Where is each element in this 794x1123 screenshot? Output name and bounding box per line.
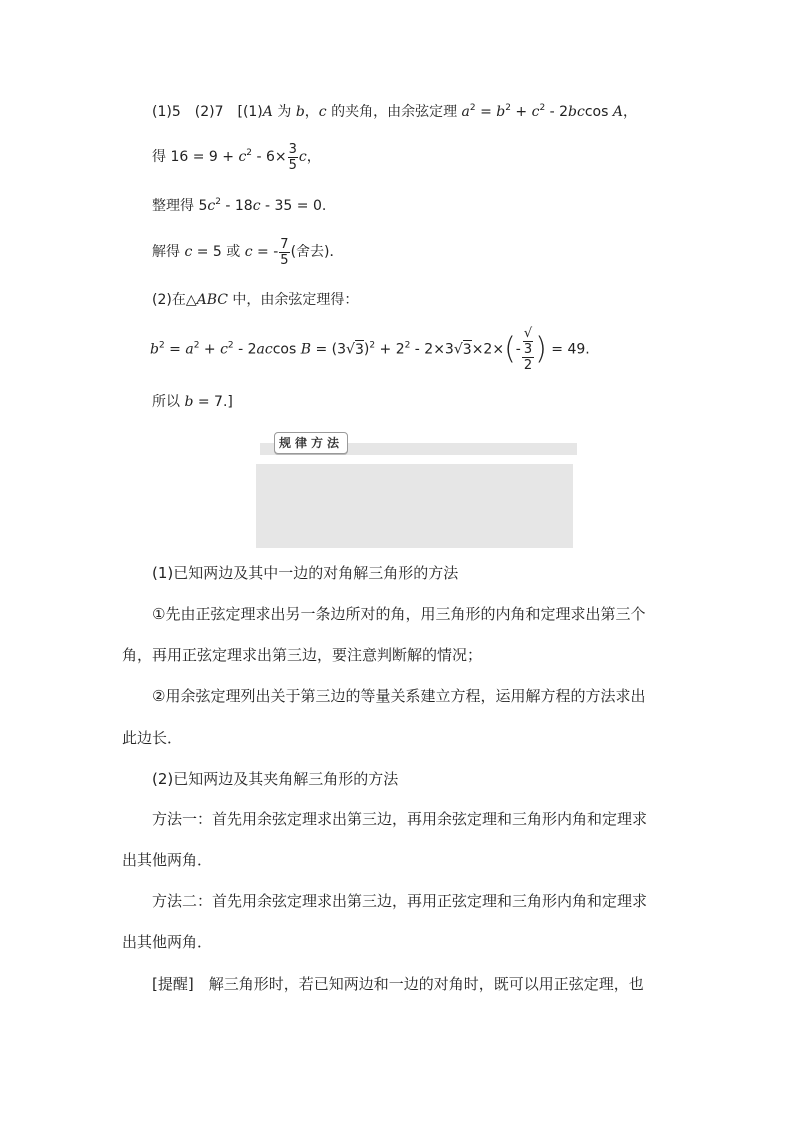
exponent: 2	[215, 197, 221, 207]
answer-line-1	[152, 102, 637, 122]
method-p2-line2: 此边长．	[122, 729, 183, 747]
text: = 5 或	[192, 244, 245, 260]
text: ，	[623, 104, 637, 120]
var: a	[461, 104, 470, 120]
text: - 2	[233, 341, 257, 358]
text: = (3	[311, 341, 347, 358]
var: bc	[568, 104, 585, 120]
var: b	[295, 104, 305, 120]
text: (2)在△	[152, 292, 197, 308]
text: - 2×3	[410, 341, 454, 358]
method-p2-line1: ②用余弦定理列出关于第三边的等量关系建立方程，运用解方程的方法求出	[152, 687, 646, 705]
text: ×2×	[471, 341, 505, 358]
var: c	[207, 198, 216, 214]
exponent: 2	[246, 148, 253, 158]
var: b	[150, 341, 159, 358]
text: 为	[272, 104, 296, 120]
var: c	[298, 149, 307, 165]
paren: )	[535, 331, 547, 367]
text: = 49.	[546, 341, 590, 358]
exponent: 2	[193, 340, 200, 351]
method-m1-line1: 方法一：首先用余弦定理求出第三边，再用余弦定理和三角形内角和定理求	[152, 810, 648, 828]
var: c	[318, 104, 327, 120]
method-tip	[152, 973, 644, 995]
text: =	[475, 104, 497, 120]
var: c	[238, 149, 247, 165]
tip-text: 解三角形时，若已知两边和一边的对角时，既可以用正弦定理，也	[193, 975, 644, 993]
var: c	[220, 341, 228, 358]
method-heading-1: (1)已知两边及其中一边的对角解三角形的方法	[152, 564, 459, 582]
exponent: 2	[505, 103, 511, 113]
fraction-numerator: 3	[288, 141, 297, 157]
sqrt-icon: √	[453, 341, 463, 358]
answer-line-5	[152, 290, 358, 310]
var: c	[531, 104, 540, 120]
exponent: 2	[469, 103, 476, 113]
method-p1-line2: 角，再用正弦定理求出第三边，要注意判断解的情况；	[122, 646, 483, 664]
exponent: 2	[369, 340, 376, 351]
method-m1-line2: 出其他两角．	[122, 851, 213, 869]
fraction	[279, 237, 289, 268]
var: A	[262, 104, 273, 120]
text: - 2	[545, 104, 569, 120]
text: =	[164, 341, 186, 358]
tip-label: [提醒]	[152, 975, 194, 993]
text: 所以	[152, 394, 185, 410]
text: 的夹角，由余弦定理	[326, 104, 462, 120]
var: b	[496, 104, 506, 120]
var: c	[244, 244, 253, 260]
text: )	[363, 341, 370, 358]
var: a	[185, 341, 194, 358]
gray-box	[256, 464, 573, 548]
fraction-numerator	[522, 326, 534, 358]
radicand: 3	[462, 341, 472, 358]
text: 中，由余弦定理得：	[227, 292, 359, 308]
fraction-denominator: 5	[288, 157, 297, 173]
text: - 6×	[252, 149, 287, 165]
fraction-denominator: 2	[523, 358, 533, 373]
method-p1-line1: ①先由正弦定理求出另一条边所对的角，用三角形的内角和定理求出第三个	[152, 605, 646, 623]
fraction	[522, 326, 534, 373]
var: c	[184, 244, 193, 260]
text: + 2	[375, 341, 405, 358]
fraction-denominator: 5	[280, 252, 289, 268]
var: c	[252, 198, 261, 214]
text: = 7.]	[193, 394, 233, 410]
text: +	[510, 104, 532, 120]
method-m2-line2: 出其他两角．	[122, 933, 213, 951]
fraction-numerator: 7	[280, 236, 289, 252]
text: cos	[584, 104, 613, 120]
text: 得 16 = 9 +	[152, 149, 239, 165]
text: +	[199, 341, 221, 358]
text: ，	[306, 149, 321, 165]
answer-line-4	[152, 232, 344, 272]
var: ac	[256, 341, 273, 358]
method-m2-line1: 方法二：首先用余弦定理求出第三边，再用正弦定理和三角形内角和定理求	[152, 892, 648, 910]
text: cos	[272, 341, 301, 358]
var: B	[300, 341, 312, 358]
text: - 18	[220, 198, 253, 214]
paren: (	[504, 331, 516, 367]
method-heading-2: (2)已知两边及其夹角解三角形的方法	[152, 770, 399, 788]
text: = -	[252, 244, 279, 260]
exponent: 2	[158, 340, 165, 351]
answer-label: (1)5 (2)7 [(1)	[152, 104, 263, 120]
answer-line-7	[152, 392, 233, 412]
var: A	[612, 104, 623, 120]
sqrt-icon: √	[346, 341, 355, 358]
exponent: 2	[227, 340, 234, 351]
sqrt-icon: √	[523, 326, 533, 341]
answer-line-2	[152, 137, 321, 177]
exponent: 2	[404, 340, 411, 351]
text: ，	[304, 104, 319, 120]
exponent: 2	[539, 103, 546, 113]
text: (舍去)．	[290, 244, 344, 260]
text: -	[515, 341, 521, 358]
text: 整理得 5	[152, 198, 208, 214]
var: ABC	[196, 292, 228, 308]
answer-line-3	[152, 196, 326, 216]
answer-line-6	[150, 326, 590, 373]
fraction	[288, 142, 298, 173]
text: 解得	[152, 244, 185, 260]
radicand: 3	[523, 342, 533, 357]
var: b	[184, 394, 194, 410]
text: - 35 = 0.	[260, 198, 327, 214]
radicand: 3	[354, 341, 364, 358]
banner-label: 规律方法	[274, 432, 348, 454]
